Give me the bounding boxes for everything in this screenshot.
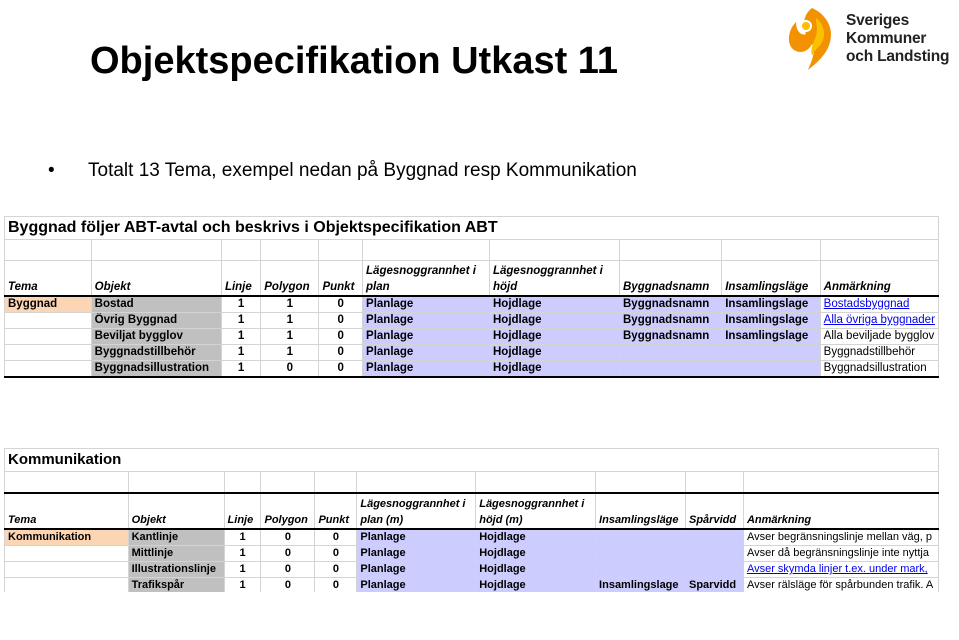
cell-insamling [722, 345, 820, 361]
cell-linje: 1 [221, 345, 260, 361]
cell-insamling: Insamlingslage [596, 578, 686, 593]
cell-byggnadsnamn: Byggnadsnamn [620, 296, 722, 313]
cell-sparvidd [686, 529, 744, 546]
cell-punkt: 0 [315, 546, 357, 562]
skl-logo [782, 4, 957, 74]
table-row [5, 329, 939, 345]
header-cell: Anmärkning [743, 493, 938, 529]
cell-objekt: Kantlinje [128, 529, 224, 546]
cell-tema: Byggnad [5, 296, 92, 313]
cell-plan: Planlage [363, 345, 490, 361]
cell-objekt: Trafikspår [128, 578, 224, 593]
table-row [5, 529, 939, 546]
bullet-dot: • [48, 160, 55, 181]
cell-insamling: Insamlingslage [722, 329, 820, 345]
slide-title: Objektspecifikation Utkast 11 [90, 40, 618, 82]
cell-punkt: 0 [319, 296, 363, 313]
spreadsheet-byggnad [4, 216, 939, 388]
cell-tema [5, 329, 92, 345]
header-cell: Tema [5, 261, 92, 297]
kommunikation-table [4, 448, 939, 592]
table-row [5, 562, 939, 578]
header-row [5, 493, 939, 529]
table-row [5, 345, 939, 361]
cell-hojd: Hojdlage [476, 546, 596, 562]
cell-hojd: Hojdlage [489, 296, 619, 313]
cell-tema [5, 313, 92, 329]
cell-objekt: Beviljat bygglov [91, 329, 221, 345]
cell-tema: Kommunikation [5, 529, 129, 546]
bullet-text: Totalt 13 Tema, exempel nedan på Byggnad resp Kommunikation [88, 160, 637, 181]
cell-punkt: 0 [319, 313, 363, 329]
cell-anmarkning: Byggnadsillustration [820, 361, 938, 378]
cell-sparvidd: Sparvidd [686, 578, 744, 593]
table-heading: Kommunikation [5, 449, 939, 472]
cell-anmarkning: Avser begränsningslinje mellan väg, p [743, 529, 938, 546]
header-cell: Linje [221, 261, 260, 297]
cell-hojd: Hojdlage [476, 562, 596, 578]
cell-linje: 1 [221, 313, 260, 329]
cell-polygon: 1 [261, 296, 319, 313]
cell-punkt: 0 [315, 578, 357, 593]
cell-insamling: Insamlingslage [722, 296, 820, 313]
cell-plan: Planlage [363, 329, 490, 345]
header-cell: Insamlingsläge [722, 261, 820, 297]
cell-tema [5, 578, 129, 593]
cell-plan: Planlage [357, 529, 476, 546]
cell-punkt: 0 [319, 345, 363, 361]
sheet-heading-row [5, 217, 939, 240]
cell-polygon: 0 [261, 361, 319, 378]
table-heading: Byggnad följer ABT-avtal och beskrivs i Objektspecifikation ABT [5, 217, 939, 240]
cell-plan: Planlage [357, 562, 476, 578]
cell-insamling [596, 529, 686, 546]
cell-objekt: Övrig Byggnad [91, 313, 221, 329]
header-cell: Lägesnoggrannhet i plan [363, 261, 490, 297]
cell-linje: 1 [221, 329, 260, 345]
cell-objekt: Bostad [91, 296, 221, 313]
header-cell: Tema [5, 493, 129, 529]
cell-objekt: Illustrationslinje [128, 562, 224, 578]
cell-linje: 1 [221, 361, 260, 378]
cell-plan: Planlage [357, 546, 476, 562]
sheet-heading-row [5, 449, 939, 472]
header-cell: Lägesnoggrannhet i höjd (m) [476, 493, 596, 529]
header-cell: Linje [224, 493, 261, 529]
blank-row [5, 240, 939, 261]
header-cell: Anmärkning [820, 261, 938, 297]
cell-hojd: Hojdlage [489, 313, 619, 329]
blank-row [5, 472, 939, 494]
table-row [5, 361, 939, 378]
cell-anmarkning-link[interactable]: Bostadsbyggnad [820, 296, 938, 313]
table-row [5, 578, 939, 593]
cell-linje: 1 [224, 578, 261, 593]
header-cell: Lägesnoggrannhet i plan (m) [357, 493, 476, 529]
header-cell: Polygon [261, 261, 319, 297]
cell-punkt: 0 [319, 361, 363, 378]
cell-objekt: Byggnadsillustration [91, 361, 221, 378]
cell-hojd: Hojdlage [489, 329, 619, 345]
header-cell: Punkt [319, 261, 363, 297]
cell-insamling [596, 562, 686, 578]
logo-line-3: och Landsting [846, 48, 950, 65]
logo-line-1: Sveriges [846, 12, 910, 29]
cell-hojd: Hojdlage [476, 529, 596, 546]
cell-polygon: 0 [261, 562, 315, 578]
cell-linje: 1 [224, 562, 261, 578]
cell-polygon: 0 [261, 546, 315, 562]
cell-anmarkning-link[interactable]: Alla övriga byggnader [820, 313, 938, 329]
cell-plan: Planlage [363, 296, 490, 313]
cell-linje: 1 [224, 529, 261, 546]
cell-byggnadsnamn [620, 361, 722, 378]
cell-tema [5, 345, 92, 361]
spreadsheet-kommunikation [4, 448, 939, 592]
cell-punkt: 0 [319, 329, 363, 345]
cell-byggnadsnamn [620, 345, 722, 361]
cell-insamling: Insamlingslage [722, 313, 820, 329]
cell-insamling [596, 546, 686, 562]
cell-polygon: 1 [261, 329, 319, 345]
cell-punkt: 0 [315, 562, 357, 578]
cell-punkt: 0 [315, 529, 357, 546]
cell-anmarkning: Alla beviljade bygglov [820, 329, 938, 345]
cell-tema [5, 562, 129, 578]
header-row [5, 261, 939, 297]
cell-anmarkning-link[interactable]: Avser skymda linjer t.ex. under mark, [743, 562, 938, 578]
cell-objekt: Mittlinje [128, 546, 224, 562]
cell-linje: 1 [224, 546, 261, 562]
byggnad-table [4, 216, 939, 378]
cell-insamling [722, 361, 820, 378]
cell-hojd: Hojdlage [489, 361, 619, 378]
cell-byggnadsnamn: Byggnadsnamn [620, 329, 722, 345]
header-cell: Punkt [315, 493, 357, 529]
cell-tema [5, 546, 129, 562]
cell-anmarkning: Byggnadstillbehör [820, 345, 938, 361]
cell-objekt: Byggnadstillbehör [91, 345, 221, 361]
header-cell: Spårvidd [686, 493, 744, 529]
cell-hojd: Hojdlage [489, 345, 619, 361]
cell-polygon: 1 [261, 345, 319, 361]
cell-sparvidd [686, 546, 744, 562]
cell-polygon: 0 [261, 578, 315, 593]
cell-plan: Planlage [363, 313, 490, 329]
header-cell: Objekt [128, 493, 224, 529]
cell-tema [5, 361, 92, 378]
cell-plan: Planlage [363, 361, 490, 378]
logo-line-2: Kommuner [846, 30, 927, 47]
cell-sparvidd [686, 562, 744, 578]
table-row [5, 546, 939, 562]
cell-plan: Planlage [357, 578, 476, 593]
header-cell: Objekt [91, 261, 221, 297]
cell-anmarkning: Avser rälsläge för spårbunden trafik. A [743, 578, 938, 593]
header-cell: Polygon [261, 493, 315, 529]
cell-linje: 1 [221, 296, 260, 313]
cell-hojd: Hojdlage [476, 578, 596, 593]
header-cell: Insamlingsläge [596, 493, 686, 529]
logo-text [846, 12, 949, 66]
cell-polygon: 1 [261, 313, 319, 329]
cell-polygon: 0 [261, 529, 315, 546]
table-row [5, 313, 939, 329]
header-cell: Byggnadsnamn [620, 261, 722, 297]
header-cell: Lägesnoggrannhet i höjd [489, 261, 619, 297]
flame-logo-icon [782, 4, 844, 74]
cell-anmarkning: Avser då begränsningslinje inte nyttja [743, 546, 938, 562]
table-row [5, 296, 939, 313]
bullet-point [48, 160, 637, 182]
cell-byggnadsnamn: Byggnadsnamn [620, 313, 722, 329]
